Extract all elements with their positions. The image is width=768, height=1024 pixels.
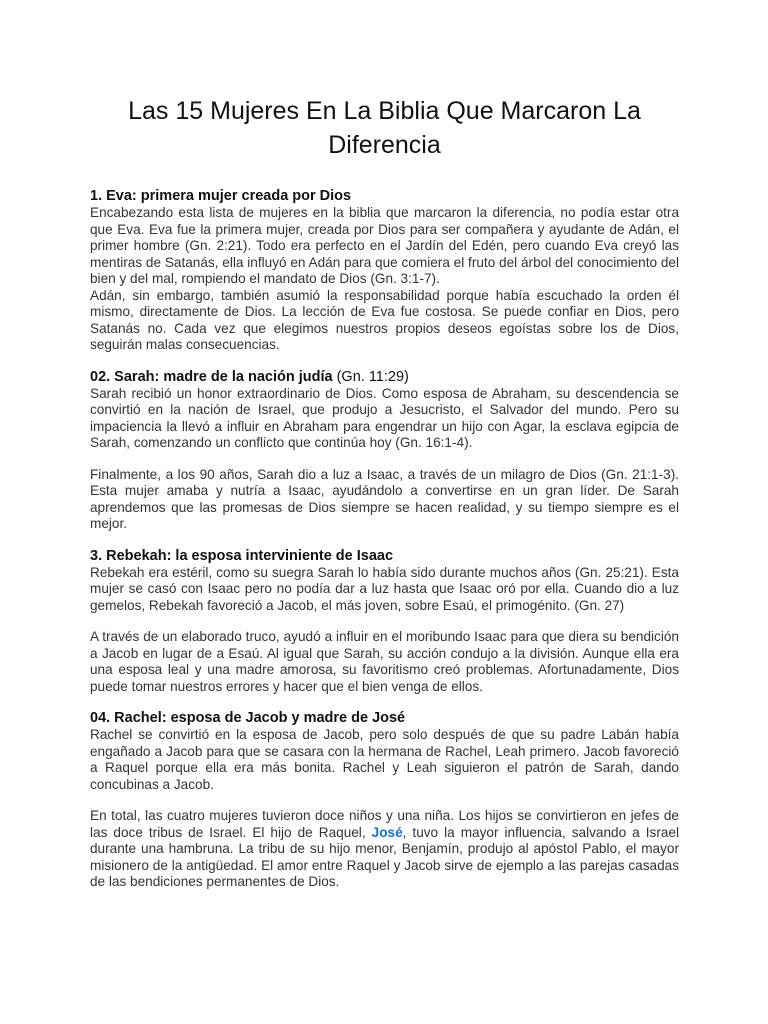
section-heading: 04. Rachel: esposa de Jacob y madre de José xyxy=(90,710,406,726)
section-reference: (Gn. 11:29) xyxy=(332,368,409,385)
paragraph: Finalmente, a los 90 años, Sarah dio a luz a Isaac, a través de un milagro de Dios (Gn. 21:1-3). Esta mujer amaba y nutría a Isaac, ayudándolo a convertirse en un gran líder. De Sarah aprendemos que las promesas de Dios siempre se hacen realidad, y su tiempo siempre es el mejor. xyxy=(90,466,679,531)
section-heading: 3. Rebekah: la esposa interviniente de Isaac xyxy=(90,547,394,564)
paragraph: En total, las cuatro mujeres tuvieron doce niños y una niña. Los hijos se convirtieron en jefes de las doce tribus de Israel. El hijo de Raquel, José, tuvo la mayor influencia, salvando a Israel durante una hambruna. La tribu de su hijo menor, Benjamín, produjo al apóstol Pablo, el mayor misionero de la antigüedad. El amor entre Raquel y Jacob sirve de ejemplo a las parejas casadas de las bendiciones permanentes de Dios. xyxy=(90,808,680,889)
paragraph: Encabezando esta lista de mujeres en la biblia que marcaron la diferencia, no podía estar otra que Eva. Eva fue la primera mujer, creada por Dios para ser compañera y ayudante de Adán, el primer hombre (Gn. 2:21). Todo era perfecto en el Jardín del Edén, pero cuando Eva creyó las mentiras de Satanás, ella influyó en Adán para que comiera el fruto del árbol del conocimiento del bien y del mal, rompiendo el mandato de Dios (Gn. 3:1-7). xyxy=(90,205,679,286)
paragraph: A través de un elaborado truco, ayudó a influir en el moribundo Isaac para que diera su bendición a Jacob en lugar de a Esaú. Al igual que Sarah, su acción condujo a la división. Aunque ella era una esposa leal y una madre amorosa, su favoritismo creó problemas. Afortunadamente, Dios puede tomar nuestros errores y hacer que el bien venga de ellos. xyxy=(90,629,679,694)
paragraph: Rebekah era estéril, como su suegra Sarah lo había sido durante muchos años (Gn. 25:21). Esta mujer se casó con Isaac pero no podía dar a luz hasta que Isaac oró por ella. Cuando dio a luz gemelos, Rebekah favoreció a Jacob, el más joven, sobre Esaú, el primogénito. (Gn. 27) xyxy=(90,564,679,613)
section-eva xyxy=(90,188,679,354)
page-title: Las 15 Mujeres En La Biblia Que Marcaron La Diferencia xyxy=(128,97,641,159)
paragraph: Sarah recibió un honor extraordinario de Dios. Como esposa de Abraham, su descendencia se convirtió en la nación de Israel, que produjo a Jesucristo, el Salvador del mundo. Pero su impaciencia la llevó a influir en Abraham para engendrar un hijo con Agar, la esclava egipcia de Sarah, comenzando un conflicto que continúa hoy (Gn. 16:1-4). xyxy=(90,385,679,450)
section-heading: 1. Eva: primera mujer creada por Dios xyxy=(90,188,352,204)
section-rebekah xyxy=(90,548,679,696)
section-sarah xyxy=(90,369,679,533)
section-rachel xyxy=(90,710,679,891)
jose-link[interactable]: José xyxy=(371,824,403,840)
paragraph: Adán, sin embargo, también asumió la responsabilidad porque había escuchado la orden él mismo, directamente de Dios. La lección de Eva fue costosa. Se puede confiar en Dios, pero Satanás no. Cada vez que elegimos nuestros propios deseos egoístas sobre los de Dios, seguirán malas consecuencias. xyxy=(90,287,679,352)
paragraph: Rachel se convirtió en la esposa de Jacob, pero solo después de que su padre Labán había engañado a Jacob para que se casara con la hermana de Rachel, Leah primero. Jacob favoreció a Raquel porque ella era más bonita. Rachel y Leah siguieron el patrón de Sarah, dando concubinas a Jacob. xyxy=(90,727,679,792)
section-heading: 02. Sarah: madre de la nación judía (Gn. 11:29) xyxy=(90,368,409,385)
